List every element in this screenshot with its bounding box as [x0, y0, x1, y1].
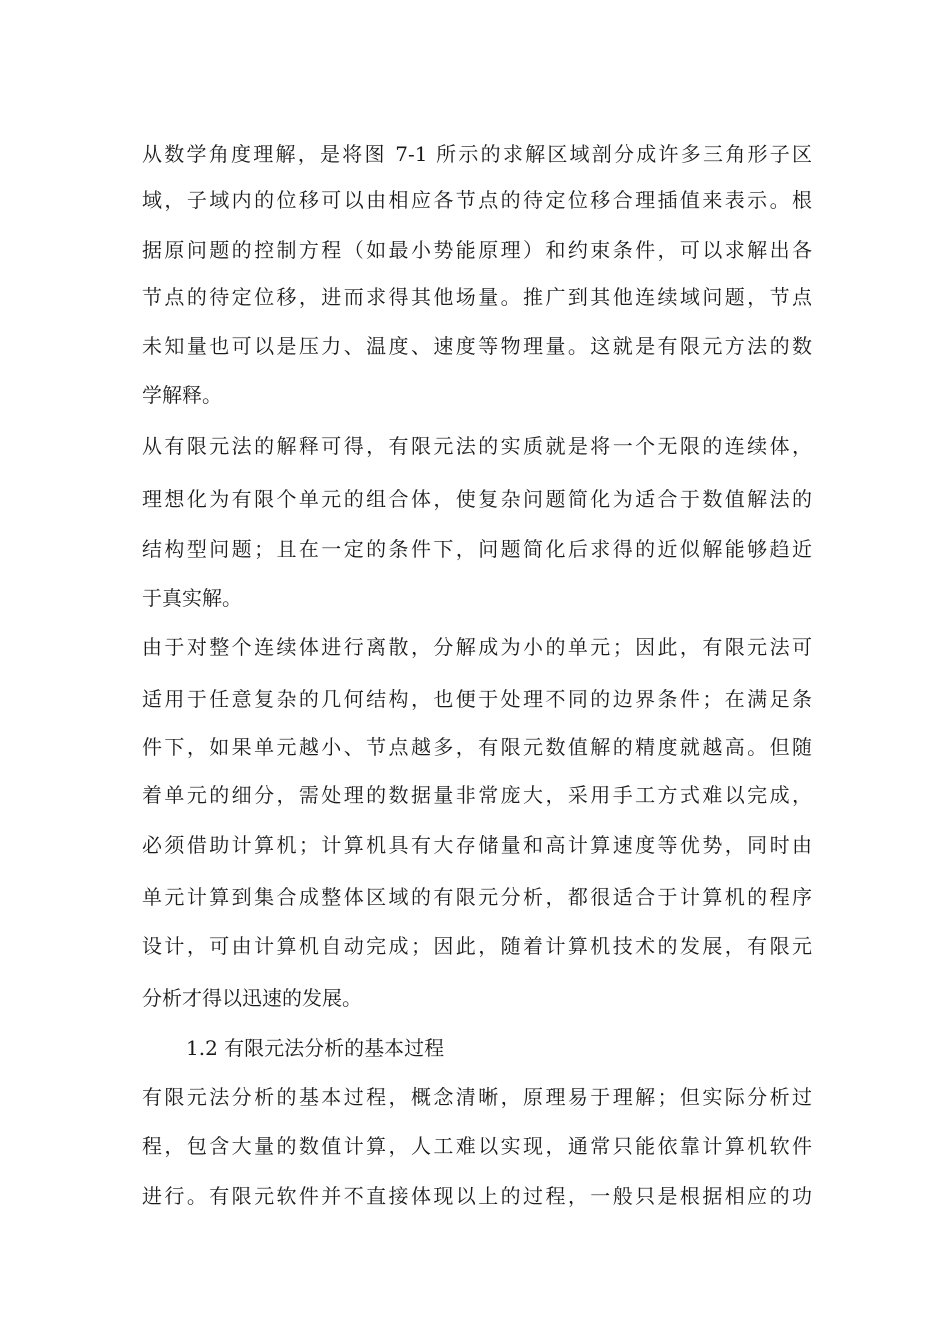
paragraph-3-line-7: 设计，可由计算机自动完成；因此，随着计算机技术的发展，有限元 [142, 934, 812, 958]
paragraph-3-line-4: 着单元的细分，需处理的数据量非常庞大，采用手工方式难以完成， [142, 783, 812, 807]
paragraph-1-line-2: 域，子域内的位移可以由相应各节点的待定位移合理插值来表示。根 [142, 188, 812, 212]
paragraph-1-line-6: 学解释。 [142, 383, 222, 407]
paragraph-3-line-5: 必须借助计算机；计算机具有大存储量和高计算速度等优势，同时由 [142, 833, 812, 857]
paragraph-3-line-2: 适用于任意复杂的几何结构，也便于处理不同的边界条件；在满足条 [142, 687, 812, 711]
paragraph-1-line-3: 据原问题的控制方程（如最小势能原理）和约束条件，可以求解出各 [142, 238, 812, 262]
paragraph-2-line-4: 于真实解。 [142, 586, 242, 610]
paragraph-1-line-1: 从数学角度理解，是将图 7-1 所示的求解区域剖分成许多三角形子区 [142, 142, 812, 166]
paragraph-4-line-1: 有限元法分析的基本过程，概念清晰，原理易于理解；但实际分析过 [142, 1085, 812, 1109]
paragraph-2-line-3: 结构型问题；且在一定的条件下，问题简化后求得的近似解能够趋近 [142, 537, 812, 561]
paragraph-3-line-3: 件下，如果单元越小、节点越多，有限元数值解的精度就越高。但随 [142, 735, 812, 759]
paragraph-1-line-4: 节点的待定位移，进而求得其他场量。推广到其他连续域问题，节点 [142, 285, 812, 309]
paragraph-4-line-3: 进行。有限元软件并不直接体现以上的过程，一般只是根据相应的功 [142, 1184, 812, 1208]
paragraph-3-line-6: 单元计算到集合成整体区域的有限元分析，都很适合于计算机的程序 [142, 885, 812, 909]
paragraph-1-line-5: 未知量也可以是压力、温度、速度等物理量。这就是有限元方法的数 [142, 334, 812, 358]
paragraph-3-line-1: 由于对整个连续体进行离散，分解成为小的单元；因此，有限元法可 [142, 635, 812, 659]
paragraph-2-line-2: 理想化为有限个单元的组合体，使复杂问题简化为适合于数值解法的 [142, 487, 812, 511]
section-heading: 1.2 有限元法分析的基本过程 [186, 1036, 445, 1060]
paragraph-4-line-2: 程，包含大量的数值计算，人工难以实现，通常只能依靠计算机软件 [142, 1134, 812, 1158]
paragraph-2-line-1: 从有限元法的解释可得，有限元法的实质就是将一个无限的连续体， [142, 434, 812, 458]
paragraph-3-line-8: 分析才得以迅速的发展。 [142, 986, 362, 1010]
